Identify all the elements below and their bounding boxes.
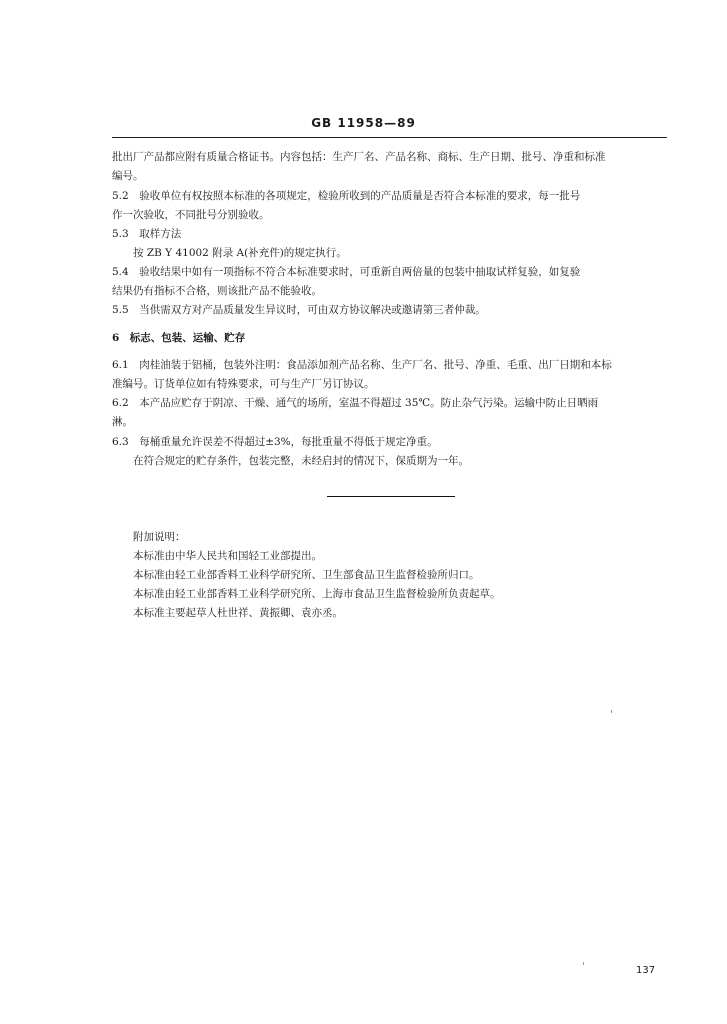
clause-6-3: 6.3 每桶重量允许误差不得超过±3%，每批重量不得低于规定净重。 <box>112 436 438 448</box>
section-6-heading: 6 标志、包装、运输、贮存 <box>112 332 246 344</box>
clause-6-2: 6.2 本产品应贮存于阴凉、干燥、通气的场所，室温不得超过 35℃。防止杂气污染。运输中防止日晒雨 <box>112 397 599 409</box>
clause-5-4: 5.4 验收结果中如有一项指标不符合本标准要求时，可重新自两倍量的包装中抽取试样复验，如复验 <box>112 266 581 278</box>
header-divider <box>112 137 667 138</box>
clause-5-2: 5.2 验收单位有权按照本标准的各项规定，检验所收到的产品质量是否符合本标准的要求，每一批号 <box>112 190 581 202</box>
body-line: 准编号。订货单位如有特殊要求，可与生产厂另订协议。 <box>112 378 375 390</box>
end-divider <box>327 496 455 497</box>
scan-speck <box>583 962 584 965</box>
notes-line: 本标准主要起草人杜世祥、黄振卿、袁亦丞。 <box>133 607 343 619</box>
notes-title: 附加说明： <box>133 531 186 543</box>
body-line: 按 ZB Y 41002 附录 A(补充件)的规定执行。 <box>133 247 347 259</box>
body-line: 作一次验收，不同批号分别验收。 <box>112 209 270 221</box>
clause-5-3: 5.3 取样方法 <box>112 228 182 240</box>
body-line: 批出厂产品都应附有质量合格证书。内容包括：生产厂名、产品名称、商标、生产日期、批号、净重和标准 <box>112 151 606 163</box>
body-line: 编号。 <box>112 170 144 182</box>
body-line: 结果仍有指标不合格，则该批产品不能验收。 <box>112 285 322 297</box>
standard-code-header: GB 11958—89 <box>311 116 416 130</box>
scan-speck <box>611 710 612 713</box>
clause-5-5: 5.5 当供需双方对产品质量发生异议时，可由双方协议解决或邀请第三者仲裁。 <box>112 304 486 316</box>
notes-line: 本标准由中华人民共和国轻工业部提出。 <box>133 550 322 562</box>
notes-line: 本标准由轻工业部香料工业科学研究所、卫生部食品卫生监督检验所归口。 <box>133 569 480 581</box>
body-line: 在符合规定的贮存条件，包装完整，未经启封的情况下，保质期为一年。 <box>133 455 469 467</box>
body-line: 淋。 <box>112 416 133 428</box>
notes-line: 本标准由轻工业部香料工业科学研究所、上海市食品卫生监督检验所负责起草。 <box>133 588 501 600</box>
clause-6-1: 6.1 肉桂油装于铝桶，包装外注明：食品添加剂产品名称、生产厂名、批号、净重、毛重、出厂日期和本标 <box>112 359 612 371</box>
page-number: 137 <box>636 965 656 976</box>
